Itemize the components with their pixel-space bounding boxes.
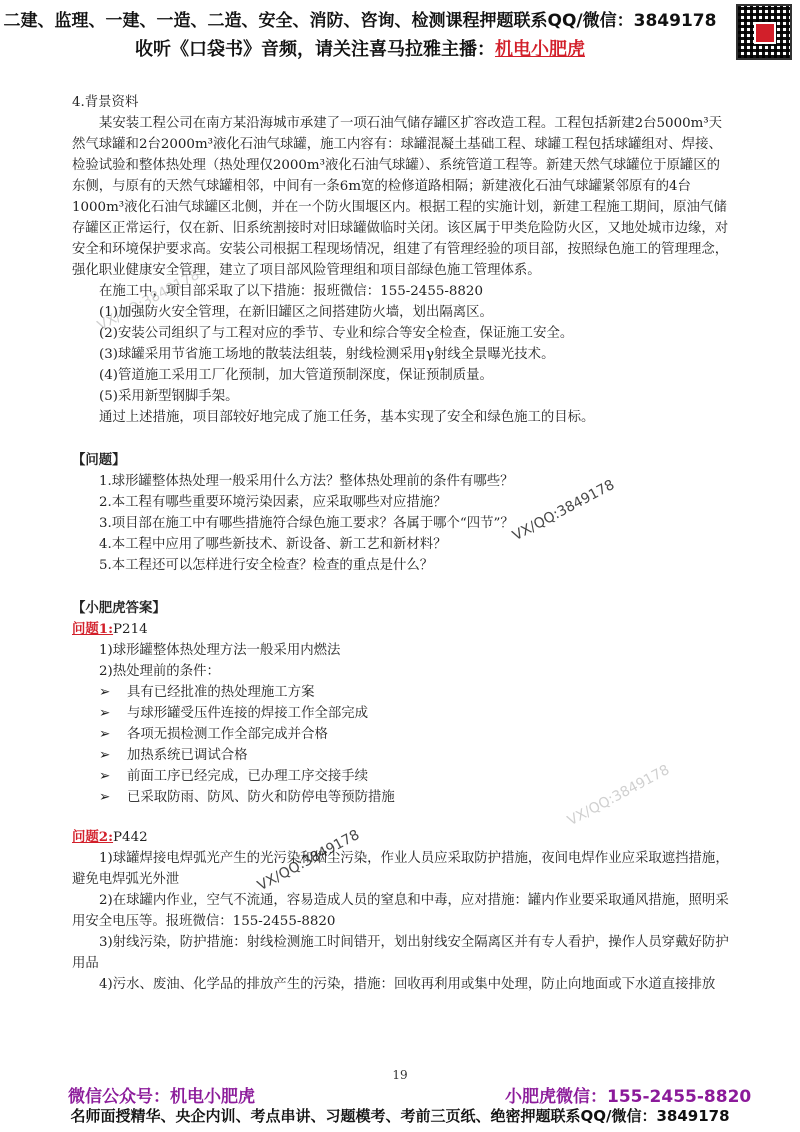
answer2-item: 1)球罐焊接电焊弧光产生的光污染和烟尘污染，作业人员应采取防护措施，夜间电焊作业应采取遮挡措施，避免电焊弧光外泄 (72, 851, 729, 887)
watermark: VX/QQ:3849178 (510, 476, 618, 545)
answer1-bullet: ➢ 各项无损检测工作全部完成并合格 (72, 724, 732, 745)
answer2-label-line (72, 827, 732, 848)
answers-heading: 【小肥虎答案】 (72, 600, 166, 616)
answer1-bullet: ➢ 具有已经批准的热处理施工方案 (72, 682, 732, 703)
footer-course-line: 名师面授精华、央企内训、考点串讲、习题模考、考前三页纸、绝密押题联系QQ/微信：3849178 (70, 1107, 730, 1125)
answer1-line: 1)球形罐整体热处理方法一般采用内燃法 (99, 643, 341, 658)
header-author-name: 机电小肥虎 (495, 39, 585, 60)
page-number: 19 (392, 1068, 408, 1082)
arrow-bullet-icon: ➢ (99, 685, 111, 700)
watermark: VX/QQ:3849178 (565, 761, 673, 830)
measure-item: (5)采用新型钢脚手架。 (99, 389, 239, 404)
answer1-label-line (72, 619, 732, 640)
qr-code-icon (736, 4, 792, 60)
footer-wechat-id: 小肥虎微信：155-2455-8820 (505, 1087, 752, 1107)
question-item: 3.项目部在施工中有哪些措施符合绿色施工要求？各属于哪个“四节”？ (99, 516, 514, 531)
answer1-bullet: ➢ 加热系统已调试合格 (72, 745, 732, 766)
answer1-bullet: ➢ 与球形罐受压件连接的焊接工作全部完成 (72, 703, 732, 724)
measure-item: (1)加强防火安全管理，在新旧罐区之间搭建防火墙，划出隔离区。 (99, 305, 493, 320)
arrow-bullet-icon: ➢ (99, 706, 111, 721)
arrow-bullet-icon: ➢ (99, 790, 111, 805)
background-conclusion: 通过上述措施，项目部较好地完成了施工任务，基本实现了安全和绿色施工的目标。 (99, 410, 595, 425)
question-item: 2.本工程有哪些重要环境污染因素，应采取哪些对应措施？ (99, 495, 447, 510)
background-heading: 4.背景资料 (72, 95, 139, 110)
footer-wechat-account: 微信公众号：机电小肥虎 (68, 1087, 255, 1107)
question-item: 1.球形罐整体热处理一般采用什么方法？整体热处理前的条件有哪些？ (99, 474, 514, 489)
header-audio-prefix: 收听《口袋书》音频，请关注喜马拉雅主播： (135, 39, 495, 60)
answer2-item: 3)射线污染，防护措施：射线检测施工时间错开，划出射线安全隔离区并有专人看护，操作人员穿戴好防护用品 (72, 935, 729, 971)
answer2-label: 问题2: (72, 829, 114, 845)
arrow-bullet-icon: ➢ (99, 727, 111, 742)
measures-intro: 在施工中，项目部采取了以下措施：报班微信：155-2455-8820 (99, 284, 483, 299)
question-item: 5.本工程还可以怎样进行安全检查？检查的重点是什么？ (99, 558, 434, 573)
answer1-page-ref: P214 (113, 622, 148, 637)
answer1-label: 问题1: (72, 621, 114, 637)
arrow-bullet-icon: ➢ (99, 769, 111, 784)
answer2-item: 2)在球罐内作业，空气不流通，容易造成人员的窒息和中毒，应对措施：罐内作业要采取通风措施，照明采用安全电压等。报班微信：155-2455-8820 (72, 893, 729, 929)
questions-heading: 【问题】 (72, 452, 126, 468)
document-body (72, 92, 732, 995)
header-contact-line: 二建、监理、一建、一造、二造、安全、消防、咨询、检测课程押题联系QQ/微信：3849178 (3, 11, 717, 31)
measure-item: (2)安装公司组织了与工程对应的季节、专业和综合等安全检查，保证施工安全。 (99, 326, 574, 341)
answer2-item: 4)污水、废油、化学品的排放产生的污染，措施：回收再利用或集中处理，防止向地面或下水道直接排放 (99, 977, 716, 992)
background-paragraph: 某安装工程公司在南方某沿海城市承建了一项石油气储存罐区扩容改造工程。工程包括新建2台5000m³天然气球罐和2台2000m³液化石油气球罐，施工内容有：球罐混凝土基础工程、球罐工程包括球罐组对、焊接、检验试验和整体热处理（热处理仅2000m³液化石油气球罐）、系统管道工程等。新建天然气球罐位于原罐区的东侧，与原有的天然气球罐相邻，中间有一条6m宽的检修道路相隔；新建液化石油气球罐紧邻原有的4台1000m³液化石油气球罐区北侧，并在一个防火围堰区内。根据工程的实施计划，新建工程施工期间，原油气储存罐区正常运行，仅在新、旧系统割接时对旧球罐做临时关闭。该区属于甲类危险防火区，又地处城市边缘，对安全和环境保护要求高。安装公司根据工程现场情况，组建了有管理经验的项目部，按照绿色施工的管理理念，强化职业健康安全管理，建立了项目部风险管理组和项目部绿色施工管理体系。 (72, 116, 729, 278)
answer1-bullet: ➢ 已采取防雨、防风、防火和防停电等预防措施 (72, 787, 732, 808)
measure-item: (4)管道施工采用工厂化预制，加大管道预制深度，保证预制质量。 (99, 368, 493, 383)
question-item: 4.本工程中应用了哪些新技术、新设备、新工艺和新材料？ (99, 537, 447, 552)
watermark: VX/QQ:3849178 (95, 266, 203, 335)
arrow-bullet-icon: ➢ (99, 748, 111, 763)
measure-item: (3)球罐采用节省施工场地的散装法组装，射线检测采用γ射线全景曝光技术。 (99, 347, 555, 362)
watermark: VX/QQ:3849178 (255, 826, 363, 895)
answer1-line: 2)热处理前的条件： (99, 664, 220, 679)
header-audio-line (0, 35, 720, 61)
answer2-page-ref: P442 (113, 830, 148, 845)
answer1-bullet: ➢ 前面工序已经完成，已办理工序交接手续 (72, 766, 732, 787)
